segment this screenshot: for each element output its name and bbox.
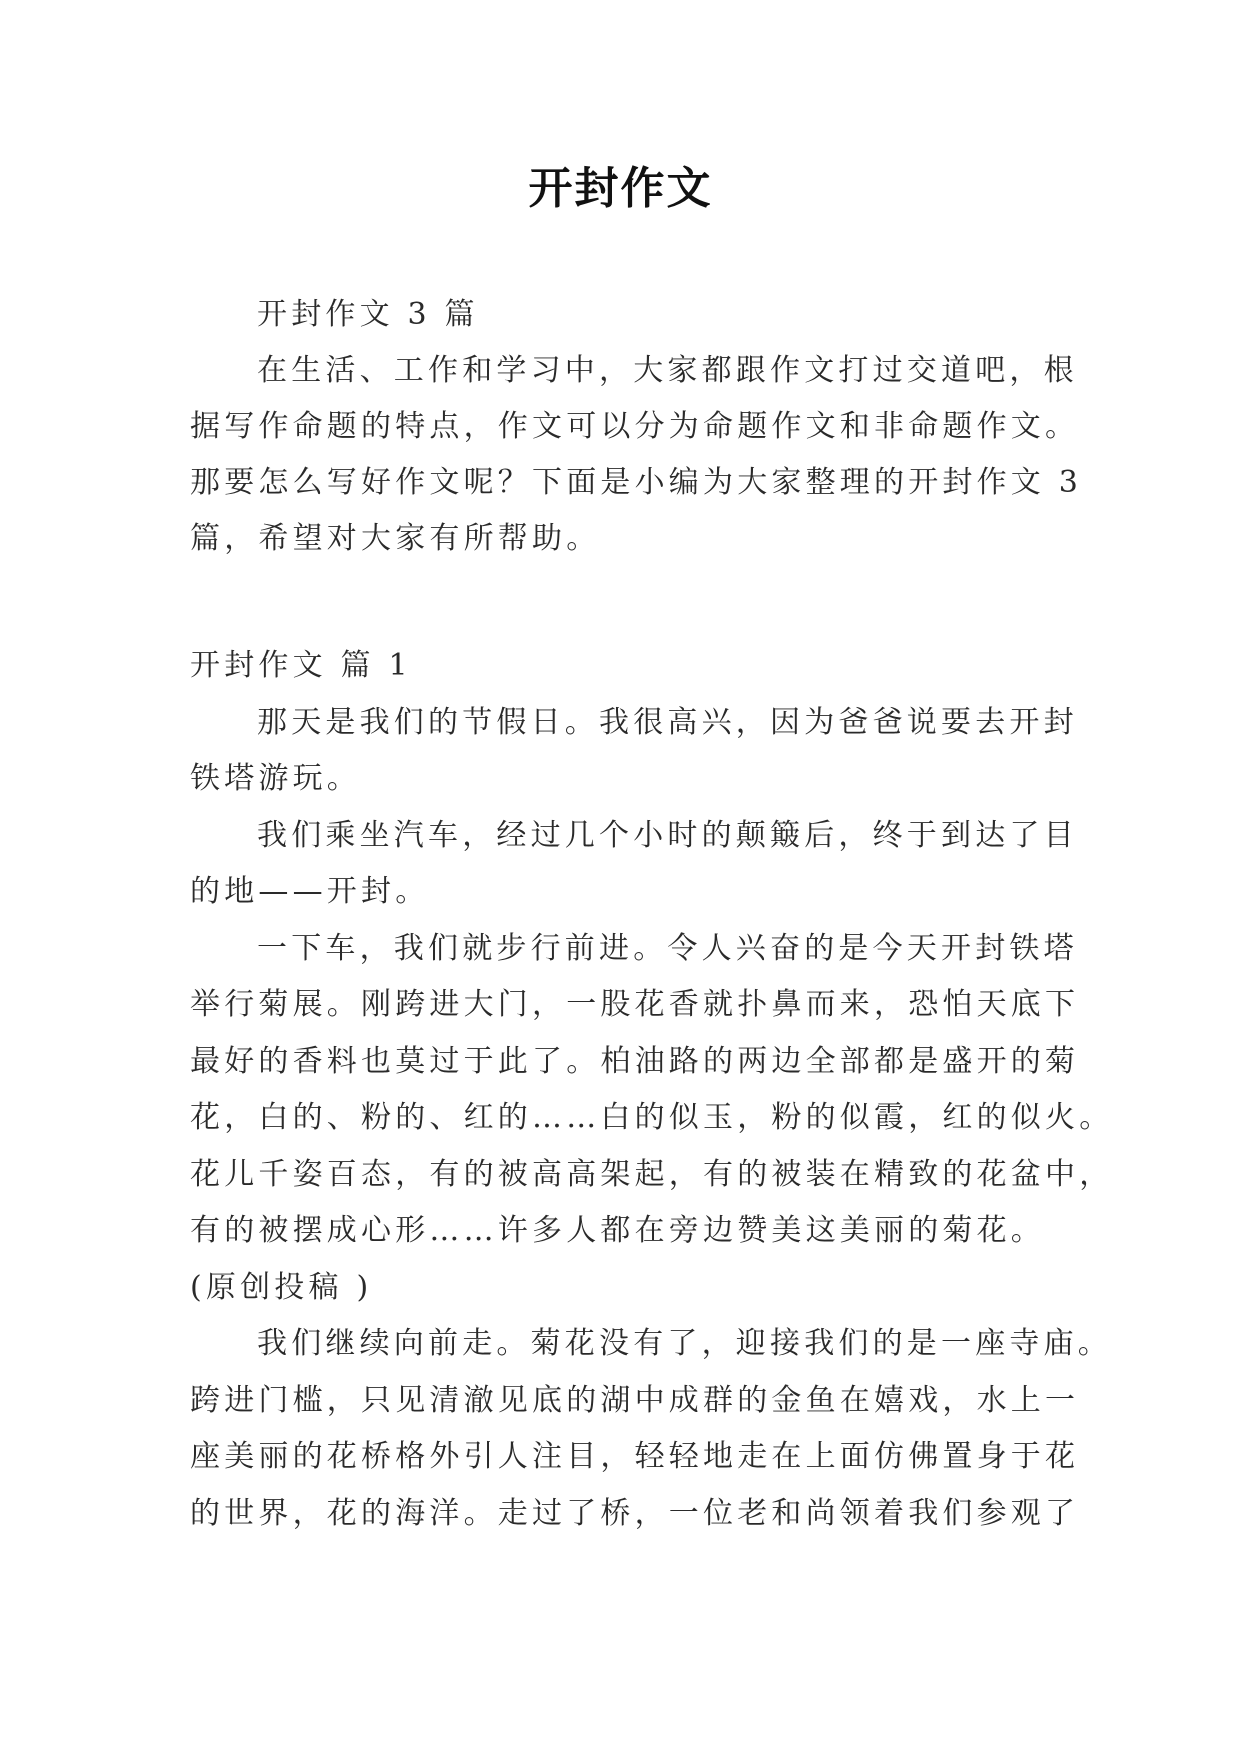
text-line: (原创投稿 ) — [190, 1270, 373, 1305]
text-line: 我们继续向前走。菊花没有了，迎接我们的是一座寺庙。 — [257, 1326, 1112, 1361]
text-line: 那天是我们的节假日。我很高兴，因为爸爸说要去开封 — [257, 705, 1078, 740]
text-line: 据写作命题的特点，作文可以分为命题作文和非命题作文。 — [190, 409, 1080, 444]
text-line: 花儿千姿百态，有的被高高架起，有的被装在精致的花盆中， — [190, 1157, 1114, 1192]
text-line: 跨进门槛，只见清澈见底的湖中成群的金鱼在嬉戏，水上一 — [190, 1383, 1080, 1418]
text-line: 在生活、工作和学习中，大家都跟作文打过交道吧，根 — [257, 353, 1078, 388]
text-line: 那要怎么写好作文呢？下面是小编为大家整理的开封作文 3 — [190, 465, 1083, 500]
text-line: 一下车，我们就步行前进。令人兴奋的是今天开封铁塔 — [257, 931, 1078, 966]
text-line: 篇，希望对大家有所帮助。 — [190, 521, 601, 556]
text-line: 举行菊展。刚跨进大门，一股花香就扑鼻而来，恐怕天底下 — [190, 987, 1080, 1022]
text-line: 开封作文 3 篇 — [257, 297, 479, 332]
text-line: 铁塔游玩。 — [190, 761, 361, 796]
text-line: 座美丽的花桥格外引人注目，轻轻地走在上面仿佛置身于花 — [190, 1439, 1080, 1474]
text-line: 有的被摆成心形……许多人都在旁边赞美这美丽的菊花。 — [190, 1213, 1045, 1248]
document-title: 开封作文 — [528, 163, 713, 214]
section-heading: 开封作文 篇 1 — [190, 648, 412, 683]
text-line: 的地——开封。 — [190, 874, 430, 909]
text-line: 最好的香料也莫过于此了。柏油路的两边全部都是盛开的菊 — [190, 1044, 1080, 1079]
text-line: 花，白的、粉的、红的……白的似玉，粉的似霞，红的似火。 — [190, 1100, 1114, 1135]
text-line: 的世界，花的海洋。走过了桥，一位老和尚领着我们参观了 — [190, 1496, 1080, 1531]
text-line: 我们乘坐汽车，经过几个小时的颠簸后，终于到达了目 — [257, 818, 1078, 853]
